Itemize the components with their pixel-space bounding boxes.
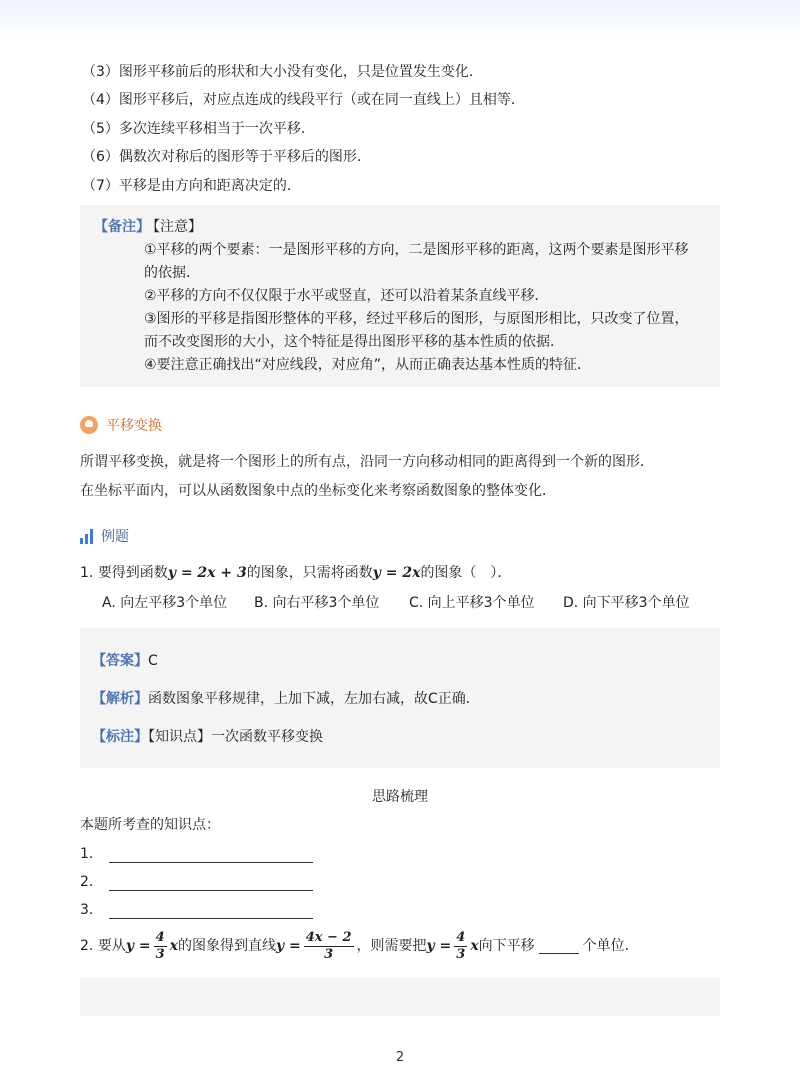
note-line: ③图形的平移是指图形整体的平移，经过平移后的图形，与原图形相比，只改变了位置， (144, 311, 689, 327)
fraction (454, 930, 467, 963)
property-7: （7）平移是由方向和距离决定的． (82, 178, 301, 194)
label-row (92, 726, 323, 746)
analysis-text: 函数图象平移规律，上加下减，左加右减，故C正确． (148, 691, 480, 707)
answer-box (80, 628, 720, 768)
example-title: 例题 (101, 529, 129, 545)
example-heading (80, 526, 129, 546)
q1-expr1: y = 2x + 3 (167, 565, 247, 581)
answer-blank[interactable] (539, 939, 579, 954)
property-3: （3）图形平移前后的形状和大小没有变化，只是位置发生变化． (82, 64, 483, 80)
frac-num: 4 (155, 929, 165, 945)
analysis-row (92, 688, 480, 708)
frac-num: 4 (456, 929, 466, 945)
knowledge-blank-1[interactable] (80, 843, 313, 863)
q1-expr2: y = 2x (372, 565, 421, 581)
blank-label: 1． (80, 846, 103, 862)
header-band (0, 0, 800, 46)
page-number: 2 (395, 1050, 405, 1065)
bar-chart-icon (80, 528, 93, 544)
option-b[interactable]: B. 向右平移3个单位 (254, 595, 380, 611)
frac-den: 3 (456, 946, 466, 962)
label-tag: 【标注】 (92, 729, 148, 745)
note-line: ①平移的两个要素：一是图形平移的方向，二是图形平移的距离，这两个要素是图形平移 (144, 242, 689, 258)
fraction (154, 930, 167, 963)
q2-text: 的图象得到直线 (177, 938, 276, 954)
note-line: 而不改变图形的大小，这个特征是得出图形平移的基本性质的依据． (144, 334, 564, 350)
fill-line[interactable] (109, 848, 313, 863)
note-box (80, 205, 720, 387)
q1-text: 要得到函数 (97, 565, 168, 581)
property-6: （6）偶数次对称后的图形等于平移后的图形． (82, 149, 371, 165)
q2-y-eq: y = (426, 938, 452, 954)
q2-x: x (470, 938, 479, 954)
fraction (304, 930, 354, 963)
section-paragraph: 在坐标平面内，可以从函数图象中点的坐标变化来考察函数图象的整体变化． (80, 483, 556, 499)
thinking-prompt: 本题所考查的知识点： (80, 817, 220, 833)
section-heading (80, 415, 162, 435)
q2-x: x (169, 938, 178, 954)
question-1 (80, 562, 511, 584)
label-text: 【知识点】一次函数平移变换 (148, 729, 323, 745)
fill-line[interactable] (109, 876, 313, 891)
blank-label: 3． (80, 902, 103, 918)
note-line: 的依据． (144, 265, 200, 281)
q2-number: 2. (80, 938, 94, 954)
q2-text: 个单位． (582, 938, 639, 954)
frac-den: 3 (155, 946, 165, 962)
note-tag: 【备注】 (94, 219, 150, 235)
note-line: ④要注意正确找出“对应线段，对应角”，从而正确表达基本性质的特征． (144, 357, 592, 373)
bulb-icon (80, 416, 98, 434)
option-c[interactable]: C. 向上平移3个单位 (409, 595, 535, 611)
blank-label: 2． (80, 874, 103, 890)
q2-text: 向下平移 (478, 938, 535, 954)
fill-line[interactable] (109, 904, 313, 919)
knowledge-blank-2[interactable] (80, 871, 313, 891)
q1-text: 的图象，只需将函数 (246, 565, 373, 581)
answer-value: C (148, 653, 158, 669)
thinking-title: 思路梳理 (372, 789, 428, 805)
q1-number: 1. (80, 565, 94, 581)
answer-tag: 【答案】 (92, 653, 148, 669)
q1-text: 的图象（ ）． (420, 565, 512, 581)
frac-num: 4x − 2 (305, 929, 352, 945)
frac-den: 3 (324, 946, 334, 962)
analysis-tag: 【解析】 (92, 691, 148, 707)
section-paragraph: 所谓平移变换，就是将一个图形上的所有点，沿同一方向移动相同的距离得到一个新的图形． (80, 454, 654, 470)
property-4: （4）图形平移后，对应点连成的线段平行（或在同一直线上）且相等． (82, 92, 525, 108)
q2-text: ，则需要把 (356, 938, 427, 954)
question-2 (80, 928, 639, 964)
q2-y-eq: y = (125, 938, 151, 954)
q2-text: 要从 (97, 938, 126, 954)
option-d[interactable]: D. 向下平移3个单位 (563, 595, 690, 611)
knowledge-blank-3[interactable] (80, 899, 313, 919)
note-title: 【注意】 (146, 219, 202, 235)
option-a[interactable]: A. 向左平移3个单位 (102, 595, 228, 611)
answer-box-partial (80, 978, 720, 1016)
answer-row (92, 650, 158, 670)
section-title: 平移变换 (106, 418, 162, 434)
q2-y-eq: y = (275, 938, 301, 954)
note-line: ②平移的方向不仅仅限于水平或竖直，还可以沿着某条直线平移． (144, 288, 549, 304)
property-5: （5）多次连续平移相当于一次平移． (82, 121, 315, 137)
